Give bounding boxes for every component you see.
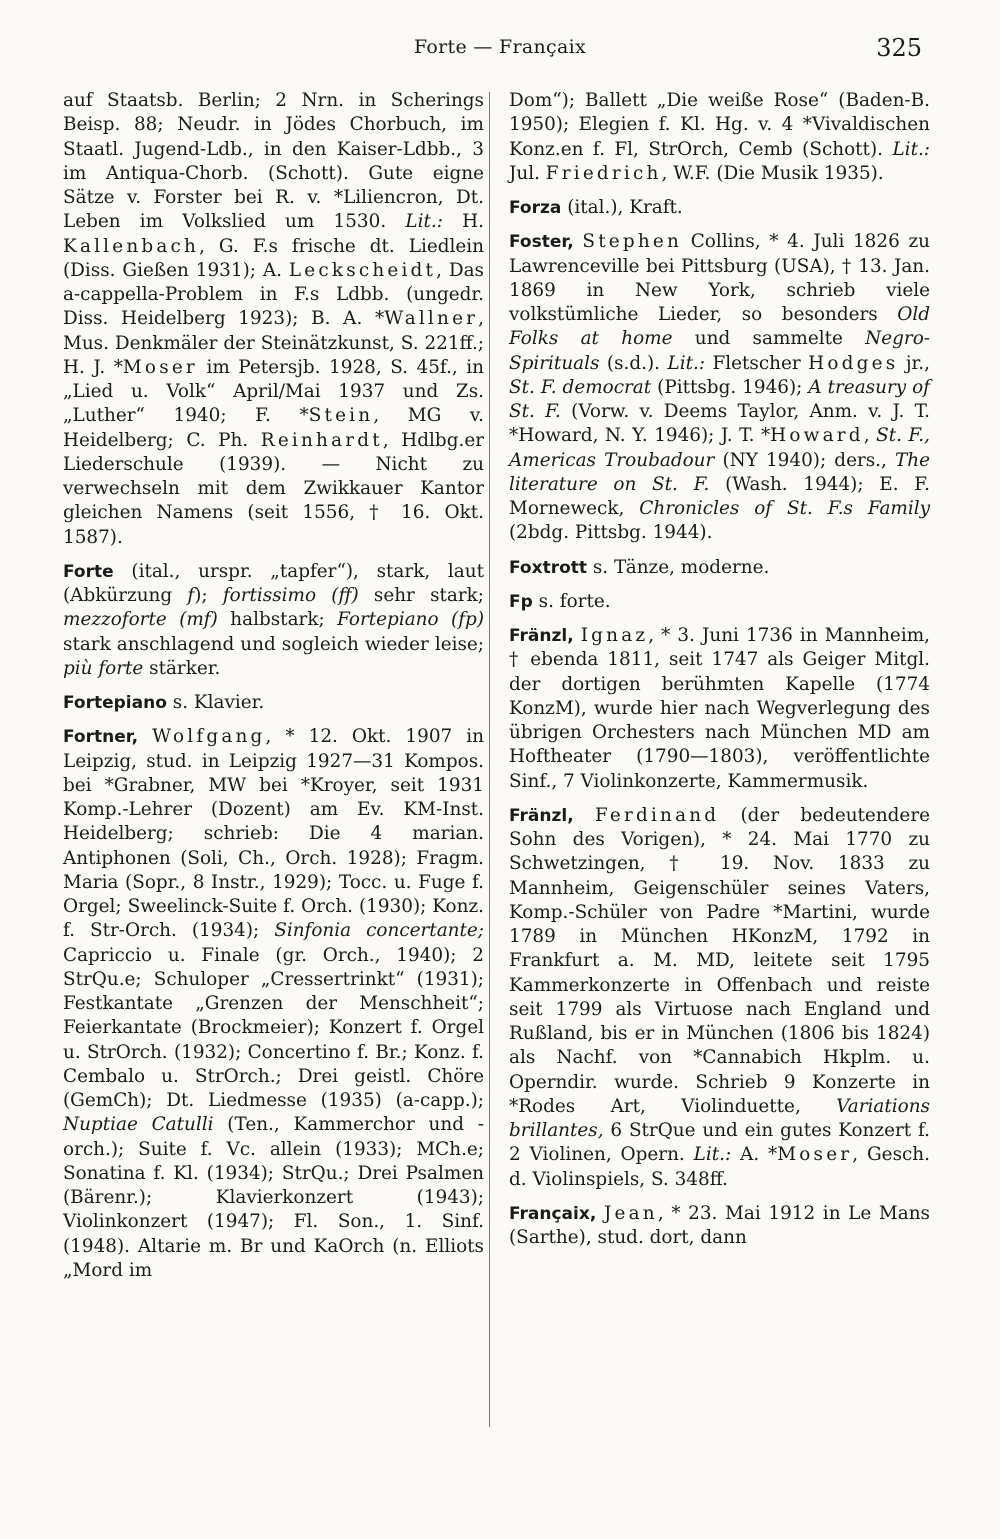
italic-text: Variations brillantes, <box>509 1095 930 1141</box>
text-run: (NY 1940); ders., <box>714 449 896 471</box>
entry-forte <box>63 560 484 681</box>
text-run: jr., <box>898 352 930 374</box>
running-title: Forte — Françaix <box>413 36 586 58</box>
spaced-name: Moser <box>122 356 198 378</box>
text-run: , G. F.s frische dt. Liedlein (Diss. Gießen 1931); A. <box>63 235 484 281</box>
italic-text: Lit.: <box>693 1144 732 1166</box>
text-run: (Ten., Kammerchor und -orch.); Suite f. Vc. allein (1933); MCh.e; Sonatina f. Kl. (1934); StrQu.; Drei Psalmen (Bärenr.); Klavierkonzert (1943); Violinkonzert (1947); Fl. Son., 1. Sinf. (1948). Altarie m. Br und KaOrch (n. Elliots „Mord im <box>63 1114 484 1281</box>
headword: Forte <box>63 561 114 582</box>
italic-text: The literature on St. F. <box>509 449 931 495</box>
italic-text: Nuptiae Catulli <box>63 1114 214 1136</box>
spaced-name: Ferdinand <box>594 804 720 826</box>
entry-foster <box>509 230 930 545</box>
right-column <box>509 89 930 1250</box>
text-run <box>574 625 581 646</box>
page-number: 325 <box>876 34 922 62</box>
text-run: , Hdlbg.er Liederschule (1939). — Nicht zu verwechseln mit dem Zwikkauer Kantor gleichen Namens (seit 1556, † 16. Okt. 1587). <box>63 429 485 548</box>
spaced-name: Moser <box>777 1144 853 1166</box>
italic-text: A treasury of St. F. <box>509 376 930 422</box>
entry-fp <box>509 590 930 614</box>
text-run: (ital.), Kraft. <box>561 197 683 218</box>
spaced-name: Stephen <box>582 231 683 253</box>
headword: Foster, <box>509 232 574 253</box>
spaced-name: Howard <box>770 425 864 447</box>
text-run: , * 23. Mai 1912 in Le Mans (Sarthe), stud. dort, dann <box>509 1202 930 1248</box>
text-run: sehr stark; <box>358 585 485 606</box>
text-run: Capriccio u. Finale (gr. Orch., 1940); 2 StrQu.e; Schuloper „Cressertrinkt“ (1931); Festkantate „Grenzen der Menschheit“; Feierkantate (Brockmeier); Konzert f. Orgel u. StrOrch. (1932); Concertino f. Br.; Konz. f. Cembalo u. StrOrch.; Drei geistl. Chöre (GemCh); Dt. Liedmesse (1935) (a-capp.); <box>63 944 484 1111</box>
entry-continuation <box>63 89 484 550</box>
entry-fraenzl-ferdinand <box>509 804 930 1192</box>
text-run: , <box>863 425 877 447</box>
text-run: (ital., urspr. „tapfer“), stark, laut (Abkürzung <box>63 560 484 606</box>
entry-continuation <box>509 89 930 186</box>
text-run: 6 StrQue und ein gutes Konzert f. 2 Violinen, Opern. <box>509 1120 930 1166</box>
text-run: und sammelte <box>672 328 866 350</box>
spaced-name: Hodges <box>808 352 899 374</box>
text-run: (Vorw. v. Deems Taylor, Anm. v. J. T. *Howard, N. Y. 1946); J. T. * <box>509 401 930 447</box>
text-run: halbstark; <box>217 609 338 631</box>
italic-text: Old Folks at home <box>509 304 930 350</box>
text-run: (Wash. 1944); E. F. Morneweck, <box>509 473 930 519</box>
text-run: (der bedeutendere Sohn des Vorigen), * 24. Mai 1770 zu Schwetzingen, † 19. Nov. 1833 zu Mannheim, Geigenschüler seines Vaters, Komp.-Schüler von Padre *Martini, wurde 1789 in München HKonzM, 1792 in Frankfurt a. M. MD, leitete seit 1795 Kammerkonzerte in Offenbach und reiste seit 1799 als Virtuose nach England und Rußland, bis er in München (1806 bis 1824) als Nachf. von *Cannabich Hkplm. u. Operndir. wurde. Schrieb 9 Konzerte in *Rodes Art, Violinduette, <box>509 804 930 1117</box>
italic-text: St. F. democrat <box>509 376 652 398</box>
spaced-name: Ignaz <box>580 625 649 646</box>
text-run: , Gesch. d. Violinspiels, S. 348ff. <box>509 1144 930 1190</box>
italic-text: Chronicles of St. F.s Family <box>639 498 930 519</box>
spaced-name: Reinhardt <box>260 429 383 451</box>
text-run: Dom“); Ballett „Die weiße Rose“ (Baden-B. 1950); Elegien f. Kl. Hg. v. 4 *Vivaldischen Konz.en f. Fl, StrOrch, Cemb (Schott). <box>509 90 930 160</box>
text-run: , * 12. Okt. 1907 in Leipzig, stud. in Leipzig 1927—31 Kompos. bei *Grabner, MW bei *Kroyer, seit 1931 Komp.-Lehrer (Dozent) am Ev. KM-Inst. Heidelberg; schrieb: Die 4 marian. Antiphonen (Soli, Ch., Orch. 1928); Fragm. Maria (Sopr., 8 Instr., 1929); Tocc. u. Fuge f. Orgel; Sweelinck-Suite f. Orch. (1930); Konz. f. Str-Orch. (1934); <box>63 726 484 942</box>
headword: Forza <box>509 198 562 218</box>
text-run: , Das a-cappella-Problem in F.s Ldbb. (ungedr. Diss. Heidelberg 1923); B. A. * <box>63 259 484 330</box>
spaced-name: Kallenbach <box>63 235 200 257</box>
entry-foxtrott <box>509 556 930 580</box>
italic-text: Lit.: <box>405 211 443 233</box>
italic-text: f <box>187 585 195 606</box>
page-header <box>0 30 1000 70</box>
text-run: , MG v. Heidelberg; C. Ph. <box>63 405 484 451</box>
left-column <box>63 89 484 1283</box>
text-run <box>596 1203 604 1224</box>
spaced-name: Wolfgang <box>152 726 266 748</box>
text-run: s. forte. <box>532 590 611 612</box>
text-run: H. <box>442 211 484 233</box>
text-run <box>138 726 152 747</box>
text-run: ); <box>194 585 223 606</box>
headword: Fp <box>509 591 533 612</box>
italic-text: Sinfonia concertante; <box>274 920 484 942</box>
headword: Fränzl, <box>509 626 574 646</box>
text-run: A. * <box>731 1144 778 1166</box>
headword: Fränzl, <box>509 805 574 826</box>
text-run: , Mus. Denkmäler der Steinätzkunst, S. 221ff.; H. J. * <box>63 308 484 378</box>
entry-fortner <box>63 725 484 1283</box>
spaced-name: Stein <box>308 405 374 427</box>
italic-text: Lit.: <box>892 138 930 160</box>
text-run: (2bdg. Pittsbg. 1944). <box>509 522 713 544</box>
italic-text: Lit.: <box>667 352 706 374</box>
spaced-name: Wallner <box>384 308 479 330</box>
spaced-name: Leckscheidt <box>288 259 437 281</box>
italic-text: più forte <box>63 657 144 679</box>
column-divider <box>489 92 490 1427</box>
text-run: (s.d.). <box>599 352 668 374</box>
text-run: auf Staatsb. Berlin; 2 Nrn. in Scherings Beisp. 88; Neudr. in Jödes Chorbuch, im Staatl. Jugend-Ldb., in den Kaiser-Ldbb., 3 im Antiqua-Chorb. (Schott). Gute eigne Sätze v. Forster bei R. v. *Liliencron, Dt. Leben im Volkslied um 1530. <box>63 90 484 233</box>
entry-francaix <box>509 1202 930 1251</box>
text-run: stärker. <box>143 657 221 679</box>
italic-text: St. F., Americas Troubadour <box>509 425 930 471</box>
spaced-name: Friedrich <box>545 162 662 184</box>
text-run: s. Klavier. <box>166 692 265 713</box>
text-run: Fletscher <box>705 352 809 374</box>
text-run: , W.F. (Die Musik 1935). <box>661 162 884 184</box>
text-run: s. Tänze, moderne. <box>587 556 770 578</box>
headword: Fortner, <box>63 727 139 748</box>
italic-text: Fortepiano (fp) <box>337 609 484 631</box>
entry-fortepiano <box>63 691 484 715</box>
headword: Françaix, <box>509 1203 597 1224</box>
italic-text: fortissimo (ff) <box>222 585 359 606</box>
text-run <box>574 805 595 826</box>
entry-forza <box>509 196 930 220</box>
headword: Foxtrott <box>509 557 588 578</box>
text-run: Collins, * 4. Juli 1826 zu Lawrenceville bei Pittsburg (USA), † 13. Jan. 1869 in New York, schrieb viele volkstümliche Lieder, so besonders <box>509 231 930 325</box>
italic-text: Negro-Spirituals <box>509 328 930 374</box>
italic-text: mezzoforte (mf) <box>63 609 218 631</box>
text-run: Jul. <box>509 162 546 184</box>
text-run: (Pittsbg. 1946); <box>651 376 809 398</box>
text-run: stark anschlagend und sogleich wieder leise; <box>63 633 484 655</box>
spaced-name: Jean <box>603 1202 658 1224</box>
text-run: , * 3. Juni 1736 in Mannheim, † ebenda 1811, seit 1747 als Geiger Mitgl. der dortigen berühmten Kapelle (1774 KonzM), wurde hier nach Wegverlegung des übrigen Orchesters nach München MD am Hoftheater (1790—1803), veröffentlichte Sinf., 7 Violinkonzerte, Kammermusik. <box>509 625 930 792</box>
entry-fraenzl-ignaz <box>509 624 930 794</box>
text-run: im Petersjb. 1928, S. 45f., in „Lied u. Volk“ April/Mai 1937 und Zs. „Luther“ 1940; F. * <box>63 356 484 427</box>
headword: Fortepiano <box>63 693 167 713</box>
